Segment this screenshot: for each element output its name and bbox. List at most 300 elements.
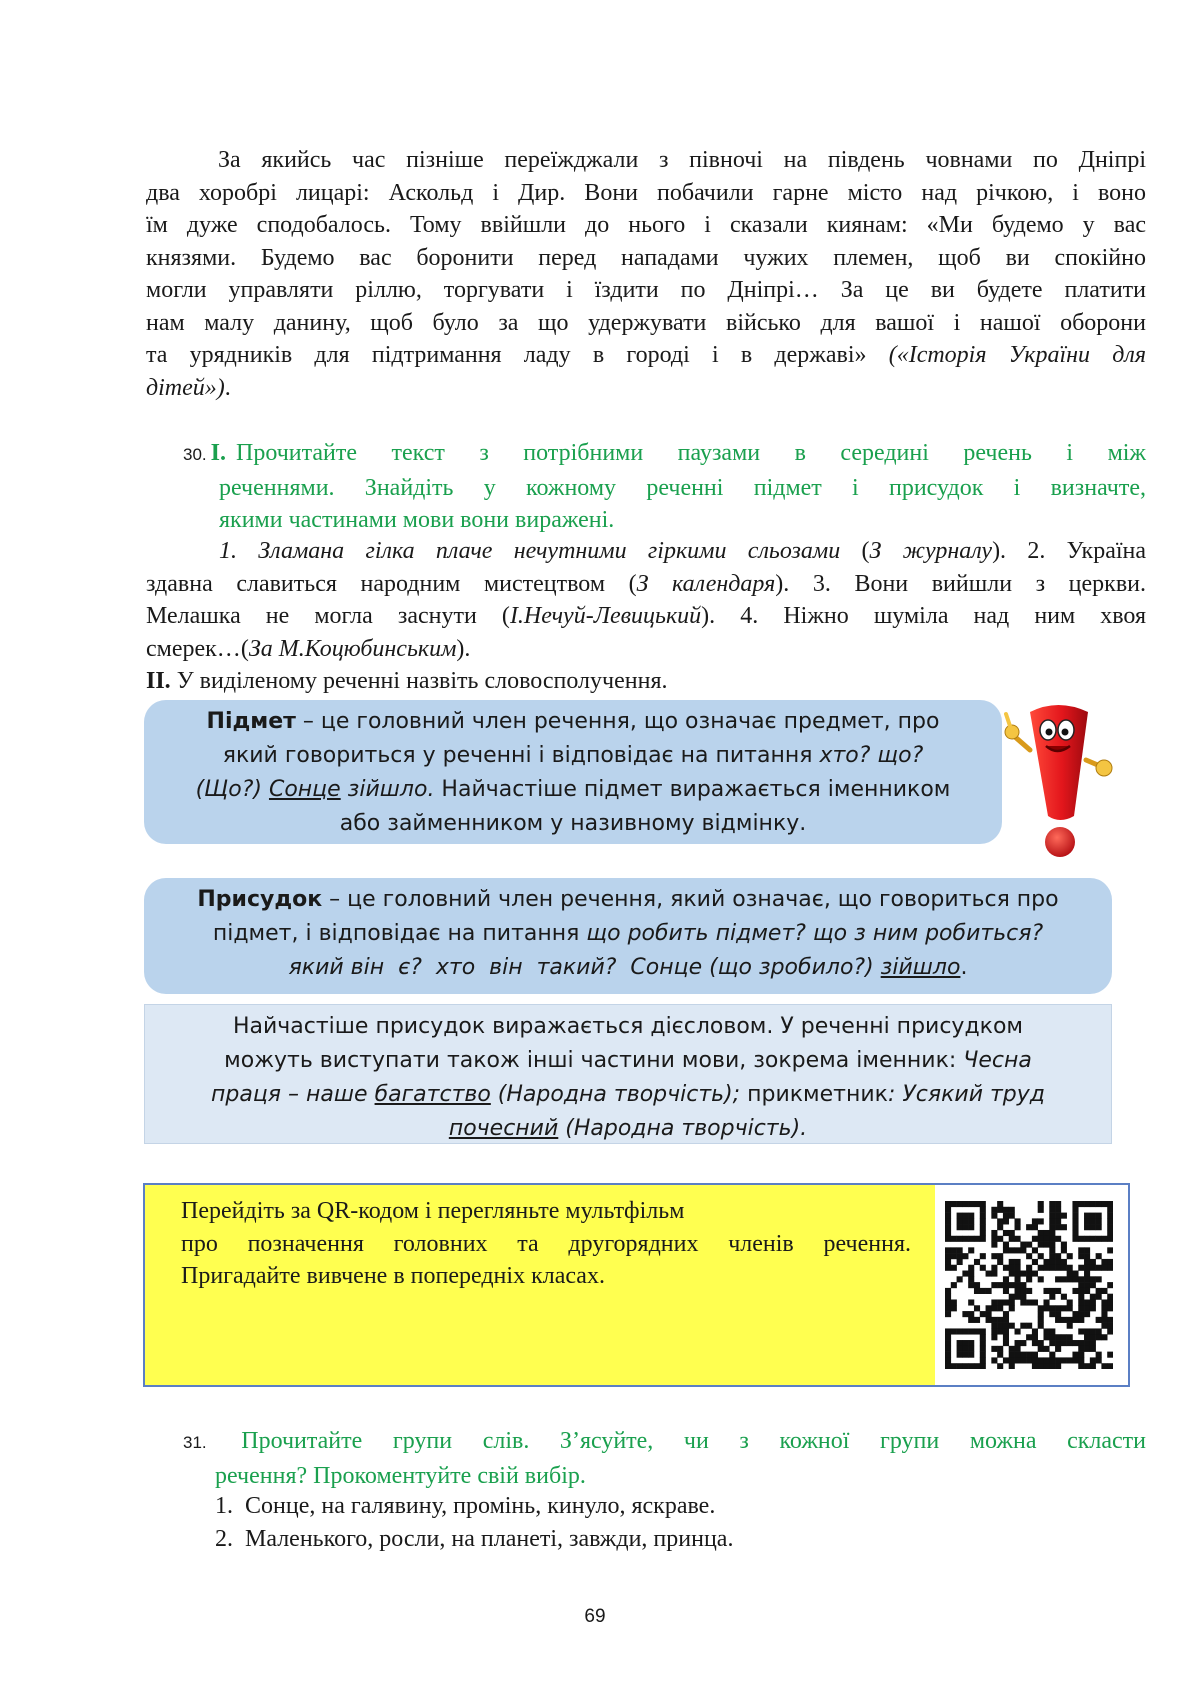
qr-module: [1067, 1357, 1073, 1363]
rule-line: [144, 917, 1112, 951]
qr-module: [991, 1207, 997, 1213]
qr-module: [1072, 1213, 1078, 1219]
qr-module: [1009, 1346, 1015, 1352]
rule-subject-box: [144, 700, 1002, 844]
qr-module: [1078, 1352, 1084, 1358]
qr-module: [1038, 1340, 1044, 1346]
qr-module: [945, 1213, 951, 1219]
qr-module: [1003, 1317, 1009, 1323]
qr-module: [1026, 1276, 1032, 1282]
qr-module: [1096, 1328, 1102, 1334]
qr-module: [1107, 1294, 1113, 1300]
qr-module: [1026, 1253, 1032, 1259]
qr-module: [1015, 1352, 1021, 1358]
qr-module: [1038, 1230, 1044, 1236]
qr-module: [945, 1294, 951, 1300]
qr-module: [1072, 1236, 1078, 1242]
qr-module: [1078, 1357, 1084, 1363]
qr-module: [1101, 1201, 1107, 1207]
qr-module: [1078, 1317, 1084, 1323]
note-text: прикметник: [740, 1082, 888, 1107]
note-example: : Усякий труд: [887, 1082, 1045, 1107]
intro-line: князями. Будемо вас боронити перед нападами чужих племен, щоб ви спокійно: [146, 244, 1146, 271]
qr-module: [957, 1224, 963, 1230]
qr-module: [1072, 1230, 1078, 1236]
qr-module: [1101, 1236, 1107, 1242]
qr-module: [951, 1299, 957, 1305]
qr-module: [1072, 1218, 1078, 1224]
list-item: [215, 1490, 1115, 1523]
qr-module: [1084, 1213, 1090, 1219]
qr-module: [980, 1328, 986, 1334]
qr-module: [997, 1253, 1003, 1259]
qr-module: [1009, 1294, 1015, 1300]
list-item-text: Маленького, росли, на планеті, завжди, принца.: [245, 1525, 734, 1552]
qr-module: [1049, 1218, 1055, 1224]
qr-module: [980, 1357, 986, 1363]
qr-module: [1101, 1311, 1107, 1317]
qr-module: [945, 1299, 951, 1305]
qr-module: [945, 1357, 951, 1363]
qr-module: [991, 1317, 997, 1323]
period: .: [960, 955, 968, 980]
source-label: За М.Коцюбинським: [248, 635, 457, 662]
part-two-text: У виділеному реченні назвіть словосполучення.: [176, 668, 668, 694]
qr-module: [986, 1271, 992, 1277]
qr-module: [945, 1218, 951, 1224]
qr-module: [957, 1259, 963, 1265]
qr-module: [1078, 1328, 1084, 1334]
qr-module: [980, 1363, 986, 1369]
qr-module: [1049, 1288, 1055, 1294]
qr-module: [1020, 1323, 1026, 1329]
qr-module: [1026, 1224, 1032, 1230]
qr-module: [1020, 1357, 1026, 1363]
qr-module: [997, 1207, 1003, 1213]
qr-module: [991, 1253, 997, 1259]
qr-module: [1084, 1271, 1090, 1277]
qr-module: [1084, 1259, 1090, 1265]
qr-module: [980, 1230, 986, 1236]
qr-module: [1055, 1340, 1061, 1346]
example-question: (Що?): [195, 777, 262, 802]
qr-module: [1078, 1265, 1084, 1271]
qr-module: [1090, 1236, 1096, 1242]
qr-module: [945, 1288, 951, 1294]
qr-module: [1049, 1265, 1055, 1271]
question-text: хто? що?: [819, 743, 924, 768]
intro-line: нам малу данину, щоб було за що удержувати військо для вашої і нашої оборони: [146, 309, 1146, 336]
rule-line: [144, 705, 1002, 739]
task-text: Прочитайте групи слів. З’ясуйте, чи з кожної групи можна скласти: [241, 1428, 1147, 1454]
qr-module: [980, 1201, 986, 1207]
qr-module: [1078, 1282, 1084, 1288]
sentence-4: Мелашка не могла заснути: [146, 603, 477, 629]
qr-module: [1084, 1340, 1090, 1346]
qr-module: [1055, 1288, 1061, 1294]
sentence-line: Мелашка не могла заснути (І.Нечуй-Левицький). 4. Ніжно шуміла над ним хвоя: [146, 603, 1147, 629]
definition-text: – це головний член речення, що означає предмет, про: [295, 709, 940, 734]
qr-module: [1015, 1340, 1021, 1346]
qr-module: [1061, 1276, 1067, 1282]
qr-module: [997, 1282, 1003, 1288]
source-label: З календаря: [636, 570, 776, 597]
qr-module: [1096, 1213, 1102, 1219]
qr-module: [1009, 1271, 1015, 1277]
qr-module: [1084, 1236, 1090, 1242]
qr-module: [1009, 1236, 1015, 1242]
qr-module: [1101, 1334, 1107, 1340]
qr-module: [1067, 1317, 1073, 1323]
qr-module: [945, 1247, 951, 1253]
qr-module: [1049, 1334, 1055, 1340]
qr-module: [1049, 1207, 1055, 1213]
qr-module: [1101, 1299, 1107, 1305]
qr-module: [945, 1311, 951, 1317]
qr-module: [1055, 1276, 1061, 1282]
qr-module: [957, 1363, 963, 1369]
qr-module: [1003, 1207, 1009, 1213]
qr-module: [1038, 1265, 1044, 1271]
qr-module: [980, 1253, 986, 1259]
qr-module: [1043, 1288, 1049, 1294]
qr-module: [1003, 1288, 1009, 1294]
qr-module: [1015, 1288, 1021, 1294]
qr-module: [1107, 1265, 1113, 1271]
note-source: (Народна творчість).: [558, 1116, 808, 1141]
qr-text-line: Перейдіть за QR-кодом і перегляньте мультфільм: [181, 1198, 685, 1224]
qr-module: [968, 1265, 974, 1271]
qr-module: [1055, 1363, 1061, 1369]
list-item-text: Сонце, на галявину, промінь, кинуло, яскраве.: [245, 1493, 716, 1519]
qr-module: [1049, 1236, 1055, 1242]
qr-module: [1020, 1340, 1026, 1346]
qr-module: [1009, 1357, 1015, 1363]
definition-text: підмет, і відповідає на питання: [212, 921, 587, 946]
qr-module: [1067, 1253, 1073, 1259]
qr-module: [1067, 1340, 1073, 1346]
qr-module: [1049, 1357, 1055, 1363]
note-text: можуть виступати також інші частини мови, зокрема іменник:: [224, 1048, 964, 1073]
qr-module: [1055, 1317, 1061, 1323]
qr-module: [1032, 1224, 1038, 1230]
source-label: З журналу: [869, 538, 993, 564]
qr-module: [1078, 1276, 1084, 1282]
qr-module: [1078, 1288, 1084, 1294]
qr-box: [143, 1183, 1130, 1387]
source-label: І.Нечуй-Левицький: [509, 603, 702, 629]
qr-module: [1084, 1218, 1090, 1224]
exercise-30-task: [183, 437, 1146, 537]
qr-module: [962, 1311, 968, 1317]
qr-module: [1101, 1265, 1107, 1271]
intro-paragraph: [146, 144, 1146, 404]
qr-module: [991, 1271, 997, 1277]
definition-text: – це головний член речення, який означає, що говориться про: [322, 887, 1059, 912]
qr-module: [1055, 1265, 1061, 1271]
qr-module: [1078, 1294, 1084, 1300]
qr-module: [1003, 1230, 1009, 1236]
qr-module: [968, 1317, 974, 1323]
qr-module: [1015, 1224, 1021, 1230]
definition-text: який говориться у реченні і відповідає на питання: [222, 743, 820, 768]
qr-module: [968, 1346, 974, 1352]
exercise-number: 30.: [183, 445, 207, 464]
qr-module: [1096, 1236, 1102, 1242]
qr-module: [968, 1340, 974, 1346]
qr-module: [1061, 1265, 1067, 1271]
qr-module: [1020, 1271, 1026, 1277]
qr-module: [1061, 1259, 1067, 1265]
exercise-30-task-line: [183, 437, 1146, 472]
qr-module: [1096, 1317, 1102, 1323]
qr-module: [1043, 1230, 1049, 1236]
list-item-number: 1.: [215, 1493, 233, 1519]
qr-module: [1084, 1311, 1090, 1317]
qr-module: [1003, 1218, 1009, 1224]
qr-code-icon[interactable]: [945, 1201, 1113, 1369]
qr-module: [945, 1236, 951, 1242]
qr-module: [1049, 1305, 1055, 1311]
qr-module: [1107, 1213, 1113, 1219]
intro-line: За якийсь час пізніше переїжджали з півночі на південь човнами по Дніпрі: [218, 147, 1146, 173]
qr-module: [1096, 1276, 1102, 1282]
qr-module: [1038, 1346, 1044, 1352]
rule-line: [144, 883, 1112, 917]
intro-period: .: [224, 374, 231, 401]
qr-module: [1009, 1352, 1015, 1358]
qr-module: [968, 1276, 974, 1282]
qr-module: [968, 1311, 974, 1317]
qr-module: [1090, 1305, 1096, 1311]
qr-module: [997, 1218, 1003, 1224]
qr-module: [980, 1265, 986, 1271]
qr-module: [951, 1247, 957, 1253]
qr-module: [968, 1236, 974, 1242]
qr-module: [1043, 1305, 1049, 1311]
qr-module: [957, 1213, 963, 1219]
qr-module: [1026, 1334, 1032, 1340]
qr-module: [1107, 1352, 1113, 1358]
qr-module: [1090, 1213, 1096, 1219]
qr-module: [968, 1271, 974, 1277]
qr-module: [1055, 1218, 1061, 1224]
qr-module: [962, 1271, 968, 1277]
qr-module: [991, 1282, 997, 1288]
qr-module: [1107, 1224, 1113, 1230]
qr-module: [980, 1288, 986, 1294]
qr-text-line: про позначення головних та другорядних членів речення.: [181, 1230, 911, 1257]
qr-module: [1026, 1271, 1032, 1277]
sentence-1: 1. Зламана гілка плаче нечутними гіркими сльозами: [219, 538, 841, 564]
qr-module: [1009, 1363, 1015, 1369]
qr-module: [1107, 1259, 1113, 1265]
qr-module: [1015, 1294, 1021, 1300]
definition-text: Найчастіше підмет виражається іменником: [434, 777, 951, 802]
qr-module: [1107, 1236, 1113, 1242]
qr-module: [1107, 1201, 1113, 1207]
qr-module: [957, 1276, 963, 1282]
qr-module: [1084, 1334, 1090, 1340]
qr-module: [1090, 1201, 1096, 1207]
task-text: Прочитайте текст з потрібними паузами в середині речень і між: [235, 440, 1146, 466]
qr-module: [1043, 1363, 1049, 1369]
rule-predicate-box: [144, 878, 1112, 994]
qr-module: [1009, 1282, 1015, 1288]
qr-module: [1055, 1311, 1061, 1317]
qr-module: [968, 1352, 974, 1358]
qr-module: [1032, 1340, 1038, 1346]
qr-module: [1015, 1276, 1021, 1282]
exercise-30-task-line: якими частинами мови вони виражені.: [219, 507, 615, 533]
intro-line: [146, 372, 1146, 405]
qr-module: [968, 1282, 974, 1288]
qr-module: [1101, 1363, 1107, 1369]
qr-module: [1084, 1363, 1090, 1369]
qr-module: [1084, 1224, 1090, 1230]
sentence-line: здавна славиться народним мистецтвом (З календаря). 3. Вони вийшли з церкви.: [146, 570, 1146, 597]
qr-module: [1038, 1363, 1044, 1369]
qr-module: [1049, 1363, 1055, 1369]
qr-module: [997, 1363, 1003, 1369]
qr-module: [980, 1311, 986, 1317]
qr-module: [962, 1236, 968, 1242]
qr-module: [1090, 1299, 1096, 1305]
qr-module: [1061, 1294, 1067, 1300]
qr-module: [1055, 1224, 1061, 1230]
qr-module: [980, 1207, 986, 1213]
qr-module: [1032, 1357, 1038, 1363]
qr-module: [1072, 1207, 1078, 1213]
qr-module: [980, 1213, 986, 1219]
qr-module: [1101, 1259, 1107, 1265]
qr-module: [1003, 1247, 1009, 1253]
qr-module: [1096, 1352, 1102, 1358]
qr-module: [1084, 1247, 1090, 1253]
qr-module: [945, 1207, 951, 1213]
qr-module: [1096, 1294, 1102, 1300]
qr-module: [945, 1230, 951, 1236]
qr-module: [962, 1352, 968, 1358]
qr-module: [1072, 1357, 1078, 1363]
qr-module: [1072, 1311, 1078, 1317]
qr-module: [991, 1357, 997, 1363]
qr-module: [1003, 1299, 1009, 1305]
qr-module: [1072, 1201, 1078, 1207]
qr-module: [1020, 1288, 1026, 1294]
qr-module: [991, 1236, 997, 1242]
qr-module: [1101, 1323, 1107, 1329]
qr-module: [1084, 1305, 1090, 1311]
qr-module: [974, 1282, 980, 1288]
qr-module: [1043, 1357, 1049, 1363]
intro-line: два хоробрі лицарі: Аскольд і Дир. Вони побачили гарне місто над річкою, і воно: [146, 179, 1146, 206]
qr-module: [1043, 1299, 1049, 1305]
term-subject: Підмет: [206, 709, 296, 734]
qr-module: [980, 1224, 986, 1230]
qr-module: [997, 1328, 1003, 1334]
qr-module: [1078, 1299, 1084, 1305]
qr-module: [1049, 1242, 1055, 1248]
qr-module: [957, 1253, 963, 1259]
qr-module: [974, 1328, 980, 1334]
qr-module: [991, 1323, 997, 1329]
rule-line: [144, 739, 1002, 773]
qr-module: [1049, 1352, 1055, 1358]
note-example: праця – наше: [211, 1082, 375, 1107]
qr-module: [1043, 1242, 1049, 1248]
qr-module: [1061, 1213, 1067, 1219]
qr-module: [945, 1328, 951, 1334]
qr-module: [951, 1328, 957, 1334]
qr-module: [968, 1201, 974, 1207]
qr-module: [974, 1305, 980, 1311]
qr-module: [1090, 1259, 1096, 1265]
qr-module: [1020, 1299, 1026, 1305]
qr-module: [1038, 1218, 1044, 1224]
qr-module: [1090, 1334, 1096, 1340]
exercise-30-task-line: реченнями. Знайдіть у кожному реченні підмет і присудок і визначте,: [219, 474, 1146, 501]
qr-module: [1049, 1213, 1055, 1219]
qr-module: [1090, 1363, 1096, 1369]
qr-module: [1055, 1346, 1061, 1352]
qr-module: [962, 1340, 968, 1346]
qr-module: [1096, 1201, 1102, 1207]
qr-module: [1090, 1224, 1096, 1230]
qr-module: [1009, 1265, 1015, 1271]
qr-module: [986, 1311, 992, 1317]
intro-source: («Історія України для: [888, 342, 1147, 368]
note-example: Чесна: [963, 1048, 1032, 1073]
qr-module: [945, 1352, 951, 1358]
qr-module: [1015, 1271, 1021, 1277]
qr-module: [1101, 1305, 1107, 1311]
qr-module: [1107, 1282, 1113, 1288]
qr-box-text: [181, 1195, 911, 1293]
qr-module: [1084, 1253, 1090, 1259]
qr-module: [1015, 1282, 1021, 1288]
qr-module: [1061, 1340, 1067, 1346]
qr-module: [968, 1299, 974, 1305]
qr-module: [1061, 1305, 1067, 1311]
qr-module: [1107, 1305, 1113, 1311]
qr-module: [1003, 1357, 1009, 1363]
example-rest: зійшло.: [340, 777, 435, 802]
qr-text-line: Пригадайте вивчене в попередніх класах.: [181, 1263, 605, 1289]
qr-module: [1067, 1305, 1073, 1311]
note-line: [145, 1112, 1111, 1146]
qr-module: [1020, 1294, 1026, 1300]
rule-line: [144, 773, 1002, 807]
qr-module: [1067, 1271, 1073, 1277]
qr-module: [1055, 1253, 1061, 1259]
qr-module: [997, 1323, 1003, 1329]
qr-module: [1078, 1311, 1084, 1317]
qr-module: [1078, 1201, 1084, 1207]
qr-module: [968, 1224, 974, 1230]
qr-module: [1090, 1276, 1096, 1282]
qr-module: [1072, 1271, 1078, 1277]
qr-module: [1049, 1253, 1055, 1259]
qr-module: [945, 1259, 951, 1265]
qr-module: [1043, 1346, 1049, 1352]
predicate-note-box: [144, 1004, 1112, 1144]
qr-module: [962, 1213, 968, 1219]
page-number: 69: [584, 1606, 606, 1627]
qr-module: [997, 1299, 1003, 1305]
qr-module: [991, 1213, 997, 1219]
qr-module: [945, 1305, 951, 1311]
